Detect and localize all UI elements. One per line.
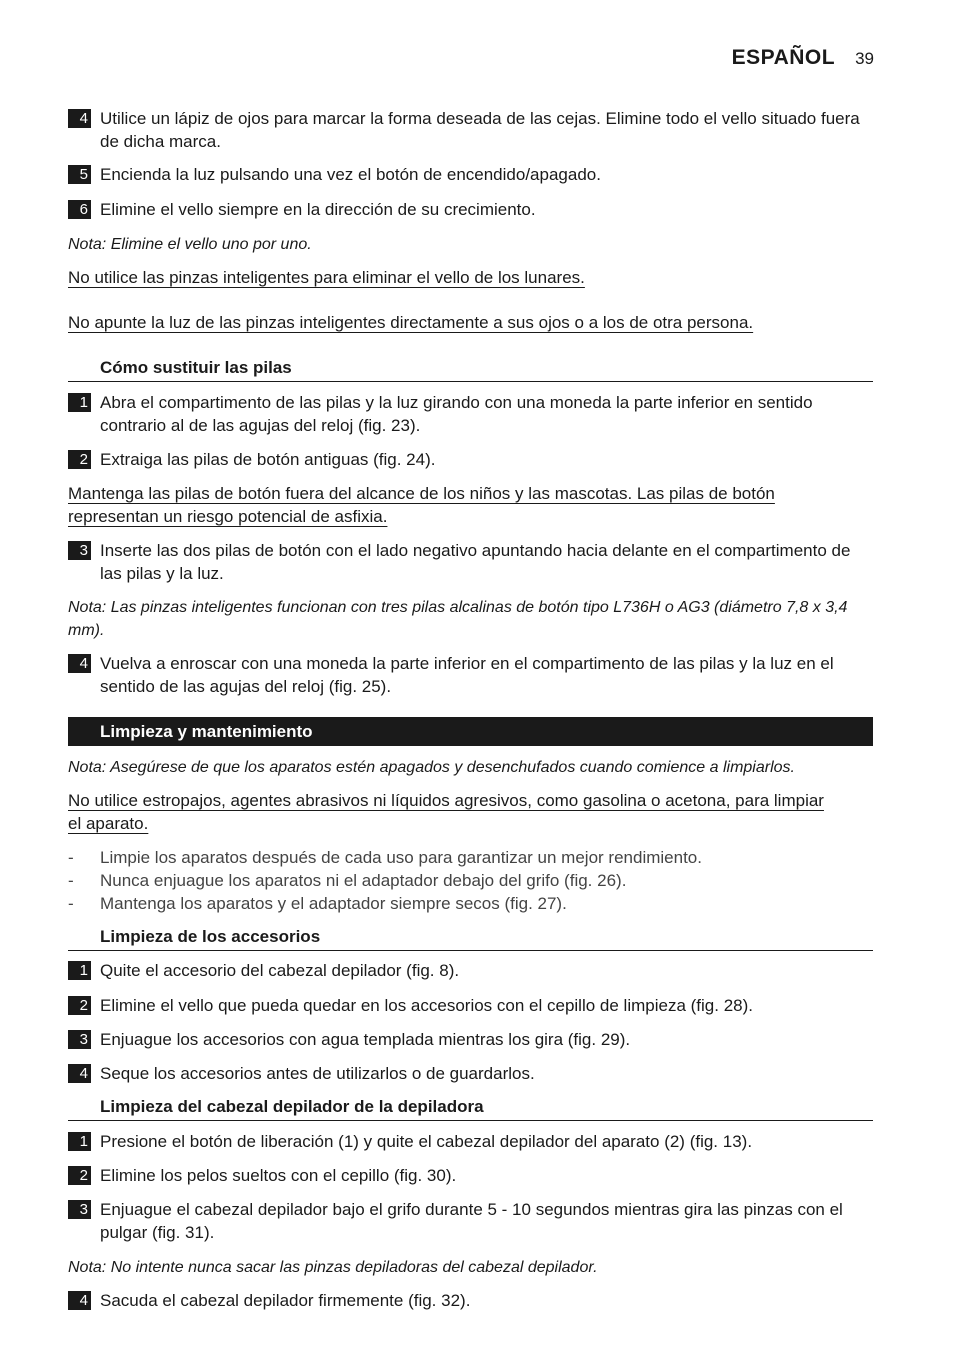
list-item	[68, 869, 874, 892]
step-6	[68, 198, 874, 221]
step-number: 1	[68, 393, 91, 412]
step-text: Seque los accesorios antes de utilizarlos o de guardarlos.	[100, 1064, 535, 1083]
step-1	[68, 959, 874, 982]
step-3	[68, 539, 874, 585]
page-number: 39	[855, 49, 874, 68]
dash: -	[68, 848, 74, 867]
step-number: 5	[68, 165, 91, 184]
warning-text: No apunte la luz de las pinzas inteligentes directamente a sus ojos o a los de otra persona.	[68, 313, 754, 332]
subsection-title-accessories: Limpieza de los accesorios	[68, 927, 873, 951]
step-4	[68, 1289, 874, 1312]
dash: -	[68, 871, 74, 890]
step-text: Enjuague los accesorios con agua templada mientras los gira (fig. 29).	[100, 1030, 631, 1049]
step-4	[68, 652, 874, 698]
step-number: 2	[68, 450, 91, 469]
list-item	[68, 892, 874, 915]
warning	[68, 482, 838, 528]
step-text: Inserte las dos pilas de botón con el lado negativo apuntando hacia delante en el compartimento de las pilas y la luz.	[100, 541, 851, 583]
step-text: Elimine el vello siempre en la dirección de su crecimiento.	[100, 200, 536, 219]
step-text: Extraiga las pilas de botón antiguas (fig. 24).	[100, 450, 436, 469]
note: Nota: Elimine el vello uno por uno.	[68, 236, 312, 253]
step-4	[68, 107, 874, 153]
step-number: 3	[68, 1200, 91, 1219]
language-label: ESPAÑOL	[731, 46, 836, 69]
step-text: Abra el compartimento de las pilas y la luz girando con una moneda la parte inferior en sentido contrario al de las agujas del reloj (fig. 23).	[100, 393, 813, 435]
step-text: Utilice un lápiz de ojos para marcar la forma deseada de las cejas. Elimine todo el vello situado fuera de dicha marca.	[100, 109, 860, 151]
step-text: Vuelva a enroscar con una moneda la parte inferior en el compartimento de las pilas y la luz en el sentido de las agujas del reloj (fig. 25).	[100, 654, 834, 696]
note: Nota: Las pinzas inteligentes funcionan con tres pilas alcalinas de botón tipo L736H o AG3 (diámetro 7,8 x 3,4 mm).	[68, 599, 848, 639]
list-item-text: Nunca enjuague los aparatos ni el adaptador debajo del grifo (fig. 26).	[100, 871, 627, 890]
warning	[68, 311, 874, 334]
step-number: 3	[68, 541, 91, 560]
step-text: Enjuague el cabezal depilador bajo el grifo durante 5 - 10 segundos mientras gira las pinzas con el pulgar (fig. 31).	[100, 1200, 843, 1242]
warning	[68, 789, 838, 835]
step-text: Quite el accesorio del cabezal depilador (fig. 8).	[100, 961, 460, 980]
note: Nota: No intente nunca sacar las pinzas depiladoras del cabezal depilador.	[68, 1259, 598, 1276]
step-text: Sacuda el cabezal depilador firmemente (fig. 32).	[100, 1291, 471, 1310]
bullet-list	[68, 846, 874, 915]
step-2	[68, 448, 874, 471]
list-item-text: Limpie los aparatos después de cada uso para garantizar un mejor rendimiento.	[100, 848, 702, 867]
step-5	[68, 163, 874, 186]
subsection-title-batteries: Cómo sustituir las pilas	[68, 358, 873, 382]
step-text: Encienda la luz pulsando una vez el botón de encendido/apagado.	[100, 165, 601, 184]
page-header	[732, 46, 874, 70]
list-item-text: Mantenga los aparatos y el adaptador siempre secos (fig. 27).	[100, 894, 567, 913]
step-text: Elimine los pelos sueltos con el cepillo (fig. 30).	[100, 1166, 457, 1185]
section-title-cleaning: Limpieza y mantenimiento	[68, 717, 873, 746]
step-3	[68, 1198, 874, 1244]
warning-text: No utilice las pinzas inteligentes para eliminar el vello de los lunares.	[68, 268, 585, 287]
step-text: Presione el botón de liberación (1) y quite el cabezal depilador del aparato (2) (fig. 13).	[100, 1132, 753, 1151]
list-item	[68, 846, 874, 869]
step-number: 2	[68, 996, 91, 1015]
step-2	[68, 1164, 874, 1187]
step-number: 4	[68, 1064, 91, 1083]
warning-text: Mantenga las pilas de botón fuera del alcance de los niños y las mascotas. Las pilas de botón representan un riesgo potencial de asfixia.	[68, 484, 775, 526]
step-3	[68, 1028, 874, 1051]
step-1	[68, 391, 874, 437]
warning-text: No utilice estropajos, agentes abrasivos ni líquidos agresivos, como gasolina o acetona, para limpiar el aparato.	[68, 791, 824, 833]
step-number: 1	[68, 961, 91, 980]
step-number: 3	[68, 1030, 91, 1049]
dash: -	[68, 894, 74, 913]
step-number: 6	[68, 200, 91, 219]
step-4	[68, 1062, 874, 1085]
warning	[68, 266, 874, 289]
step-2	[68, 994, 874, 1017]
step-1	[68, 1130, 874, 1153]
step-text: Elimine el vello que pueda quedar en los accesorios con el cepillo de limpieza (fig. 28).	[100, 996, 753, 1015]
step-number: 4	[68, 1291, 91, 1310]
step-number: 1	[68, 1132, 91, 1151]
subsection-title-head: Limpieza del cabezal depilador de la depiladora	[68, 1097, 873, 1121]
note: Nota: Asegúrese de que los aparatos estén apagados y desenchufados cuando comience a limpiarlos.	[68, 759, 795, 776]
step-number: 4	[68, 654, 91, 673]
step-number: 4	[68, 109, 91, 128]
step-number: 2	[68, 1166, 91, 1185]
